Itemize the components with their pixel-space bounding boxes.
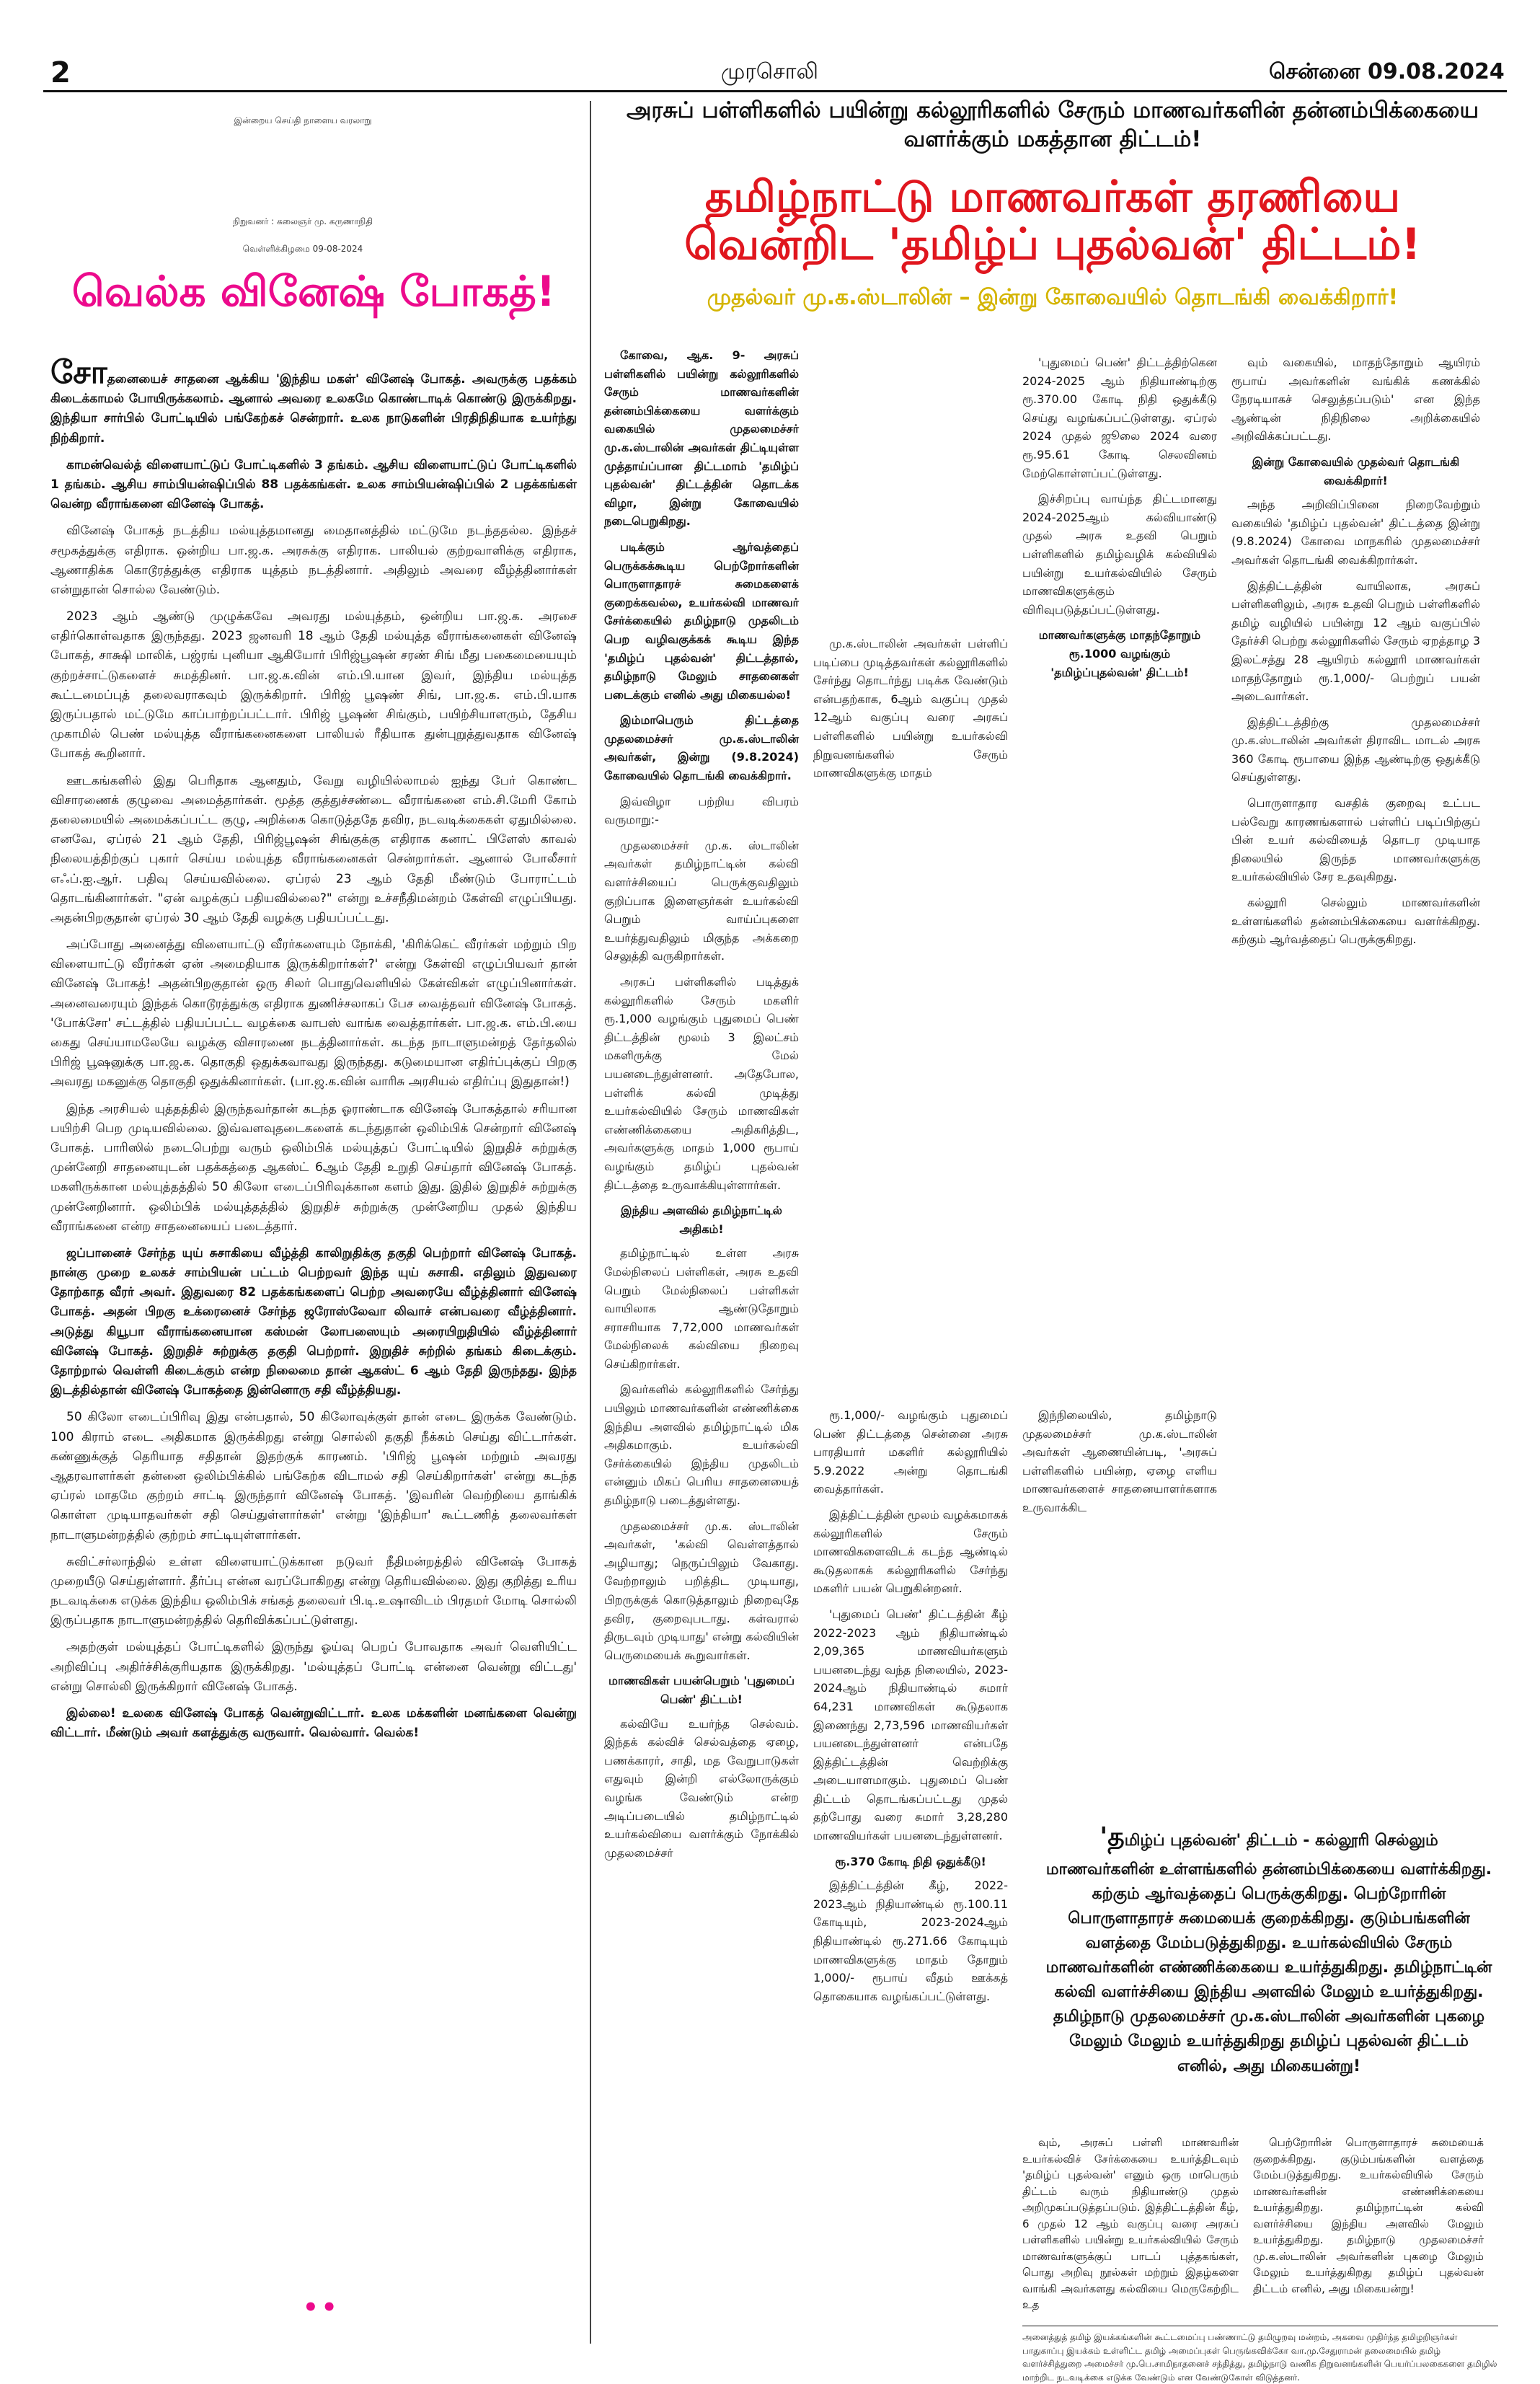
- story-c1-p7: தமிழ்நாட்டில் உள்ள அரசு மேல்நிலைப் பள்ளிகள், அரசு உதவி பெறும் மேல்நிலைப் பள்ளிகள் வாயிலாக ஆண்டுதோறும் சராசரியாக 7,72,000 மாணவர்கள் மேல்நிலைக் கல்வியை நிறைவு செய்கிறார்கள்.: [604, 1246, 799, 1371]
- story-column-2-top: [813, 635, 1008, 790]
- story-c3-subhead: மாணவர்களுக்கு மாதந்தோறும் ரூ.1000 வழங்கும் 'தமிழ்ப்புதல்வன்' திட்டம்!: [1038, 628, 1201, 679]
- main-kicker: அரசுப் பள்ளிகளில் பயின்று கல்லூரிகளில் சேரும் மாணவர்களின் தன்னம்பிக்கையை வளர்க்கும் மகத்தான திட்டம்!: [626, 97, 1479, 152]
- story-c1-p9: முதலமைச்சர் மு.க. ஸ்டாலின் அவர்கள், 'கல்வி வெள்ளத்தால் அழியாது; நெருப்பிலும் வேகாது. வேற்றாலும் பறித்திட முடியாது, பிறருக்குக் கொடுத்தாலும் நிறைவுதே தவிர, குறைவுபடாது. கள்வரால் திருடவும் முடியாது' என்று கல்வியின் பெருமையைக் கூறுவார்கள்.: [604, 1519, 799, 1662]
- story-column-3-bottom: [1022, 1406, 1217, 1524]
- story-c1-p4: இவ்விழா பற்றிய விபரம் வருமாறு:-: [604, 794, 799, 827]
- story-c4-p4: இத்திட்டத்திற்கு முதலமைச்சர் மு.க.ஸ்டாலின் அவர்கள் திராவிட மாடல் அரசு 360 கோடி ரூபாயை இந்த ஆண்டிற்கு ஒதுக்கீடு செய்துள்ளது.: [1231, 715, 1480, 785]
- main-headline: தமிழ்நாட்டு மாணவர்கள் தரணியை வென்றிட 'தமிழ்ப் புதல்வன்' திட்டம்!: [684, 172, 1421, 270]
- editorial-dateline: வெள்ளிக்கிழமை 09-08-2024: [242, 244, 363, 254]
- story-c2-p4: 'புதுமைப் பெண்' திட்டத்தின் கீழ் 2022-2023 ஆம் நிதியாண்டில் 2,09,365 மாணவியர்களும் பயனடைந்து வந்த நிலையில், 2023-2024ஆம் நிதியாண்டில் சுமார் 64,231 மாணவிகள் கூடுதலாக இணைந்து 2,73,596 மாணவியர்கள் பயனடைந்துள்ளனர் என்பதே இத்திட்டத்தின் வெற்றிக்கு அடையாளமாகும். புதுமைப் பெண் திட்டம் தொடங்கப்பட்டது முதல் தற்போது வரை சுமார் 3,28,280 மாணவியர்கள் பயனடைந்துள்ளனர்.: [813, 1607, 1008, 1843]
- editorial-para-3: வினேஷ் போகத் நடத்திய மல்யுத்தமானது மைதானத்தில் மட்டுமே நடந்ததல்ல. இந்தச் சமூகத்துக்கு எதிராக. ஒன்றிய பா.ஜ.க. அரசுக்கு எதிராக. பாலியல் குற்றவாளிக்கு எதிராக, ஆணாதிக்க கொடூரத்துக்கு எதிராக யுத்தம் நடத்தினார். அதிலும் அவரை வீழ்த்தினார்கள் என்றுதான் சொல்ல வேண்டும்.: [50, 524, 577, 597]
- story-column-1: [604, 346, 799, 1869]
- story-c3-end: வும், அரசுப் பள்ளி மாணவரின் உயர்கல்விச் சேர்க்கையை உயர்த்திடவும் 'தமிழ்ப் புதல்வன்' எனும் ஒரு மாபெரும் திட்டம் வரும் நிதியாண்டு முதல் அறிமுகப்படுத்தப்படும். இத்திட்டத்தின் கீழ், 6 முதல் 12 ஆம் வகுப்பு வரை அரசுப் பள்ளிகளில் பயின்று உயர்கல்வியில் சேரும் மாணவர்களுக்குப் பாடப் புத்தகங்கள், பொது அறிவு நூல்கள் மற்றும் இதழ்களை வாங்கி அவர்களது கல்வியை மெருகேற்றிட உத: [1022, 2136, 1239, 2311]
- story-c3-p3: இந்நிலையில், தமிழ்நாடு முதலமைச்சர் மு.க.ஸ்டாலின் அவர்கள் ஆணையின்படி, 'அரசுப் பள்ளிகளில் பயின்ற, ஏழை எளிய மாணவர்களைச் சாதனையாளர்களாக உருவாக்கிட: [1022, 1408, 1217, 1514]
- history-line: இன்றைய செய்தி நாளைய வரலாறு: [234, 115, 372, 125]
- story-c3-p1: 'புதுமைப் பெண்' திட்டத்திற்கென 2024-2025 ஆம் நிதியாண்டிற்கு ரூ.370.00 கோடி நிதி ஒதுக்கீடு செய்து வழங்கப்பட்டுள்ளது. ஏப்ரல் 2024 முதல் ஜூலை 2024 வரை ரூ.95.61 கோடி செலவினம் மேற்கொள்ளப்பட்டுள்ளது.: [1022, 356, 1217, 480]
- editorial-para-10: சுவிட்சர்லாந்தில் உள்ள விளையாட்டுக்கான நடுவர் நீதிமன்றத்தில் வினேஷ் போகத் முறையீடு செய்துள்ளார். தீர்ப்பு என்ன வரப்போகிறது என்று தெரியவில்லை. இது குறித்து உரிய நடவடிக்கை எடுக்க இந்திய ஒலிம்பிக் சங்கத் தலைவர் பி.டி.உஷாவிடம் பிரதமர் மோடி சொல்லி இருப்பதாக நாடாளுமன்றத்தில் தெரிவிக்கப்பட்டுள்ளது.: [50, 1554, 577, 1628]
- editorial-para-9: 50 கிலோ எடைப்பிரிவு இது என்பதால், 50 கிலோவுக்குள் தான் எடை இருக்க வேண்டும். 100 கிராம் எடை அதிகமாக இருக்கிறது என்று சொல்லி தகுதி நீக்கம் செய்து விட்டார்கள். கண்ணுக்குத் தெரியாத சதிதான் இதற்குக் காரணம். 'பிரிஜ் பூஷன் மற்றும் அவரது ஆதரவாளர்கள் தன்னை ஒலிம்பிக்கில் பங்கேற்க விடாமல் சதி செய்கிறார்கள்' என்று கடந்த ஏப்ரல் மாதமே குற்றம் சாட்டி இருந்தார் வினேஷ் போகத். 'இவரின் வெற்றியை தாங்கிக் கொள்ள முடியாதவர்கள் சதி செய்துள்ளார்கள்' என்று 'இந்தியா' கூட்டணித் தலைவர்கள் நாடாளுமன்றத்தில் குற்றம் சாட்டியுள்ளார்கள்.: [50, 1410, 577, 1542]
- story-c4-p6: கல்லூரி செல்லும் மாணவர்களின் உள்ளங்களில் தன்னம்பிக்கையை வளர்க்கிறது. கற்கும் ஆர்வத்தைப் பெருக்குகிறது.: [1231, 896, 1480, 947]
- footnote: அனைத்துத் தமிழ் இயக்கங்களின் கூட்டமைப்பு பண்ணாட்டு தமிழுறவு மன்றம், அகவை முதிர்ந்த தமிழறிஞர்கள் பாதுகாப்பு இயக்கம் உள்ளிட்ட தமிழ் அமைப்புகள் பெருங்கவிக்கோ வா.மு.சேதுராமன் தலைமையில் தமிழ் வளர்ச்சித்துறை அமைச்சர் மு.பெ.சாமிநாதனைச் சந்தித்து, தமிழ்நாடு வணிக நிறுவனங்களின் பெயர்ப்பலகைகளை தமிழில் மாற்றிட நடவடிக்கை எடுக்க வேண்டும் என வேண்டுகோள் விடுத்தனர்.: [1022, 2332, 1497, 2383]
- story-c1-p3: இம்மாபெரும் திட்டத்தை முதலமைச்சர் மு.க.ஸ்டாலின் அவர்கள், இன்று (9.8.2024) கோவையில் தொடங்கி வைக்கிறார்.: [604, 713, 799, 783]
- story-c4-p1: வும் வகையில், மாதந்தோறும் ஆயிரம் ரூபாய் அவர்களின் வங்கிக் கணக்கில் நேரடியாகச் செலுத்தப்படும்' என இந்த ஆண்டின் நிதிநிலை அறிக்கையில் அறிவிக்கப்பட்டது.: [1231, 356, 1480, 443]
- story-c2-p2: ரூ.1,000/- வழங்கும் புதுமைப் பெண் திட்டத்தை சென்னை அரசு பாரதியார் மகளிர் கல்லூரியில் 5.9.2022 அன்று தொடங்கி வைத்தார்கள்.: [813, 1408, 1008, 1496]
- story-c1-subhead-2: மாணவிகள் பயன்பெறும் 'புதுமைப் பெண்' திட்டம்!: [609, 1674, 795, 1706]
- editorial-title: வெல்க வினேஷ் போகத்!: [71, 267, 556, 316]
- drop-cap: சோ: [50, 354, 107, 391]
- story-c4-end: பெற்றோரின் பொருளாதாரச் சுமையைக் குறைக்கிறது. குடும்பங்களின் வளத்தை மேம்படுத்துகிறது. உயர்கல்வியில் சேரும் மாணவர்களின் எண்ணிக்கையை உயர்த்துகிறது. தமிழ்நாட்டின் கல்வி வளர்ச்சியை இந்திய அளவில் மேலும் உயர்த்துகிறது. தமிழ்நாடு முதலமைச்சர் மு.க.ஸ்டாலின் அவர்களின் புகழை மேலும் மேலும் உயர்த்துகிறது தமிழ்ப் புதல்வன் திட்டம் எனில், அது மிகையன்று!: [1253, 2136, 1484, 2295]
- editorial-para-7: இந்த அரசியல் யுத்தத்தில் இருந்தவர்தான் கடந்த ஓராண்டாக வினேஷ் போகத்தால் சரியான பயிற்சி பெற முடியவில்லை. இவ்வளவுதடைகளைக் கடந்துதான் ஒலிம்பிக் சென்றார் வினேஷ் போகத். பாரிஸில் நடைபெற்று வரும் ஒலிம்பிக் மல்யுத்தப் போட்டியில் இறுதிச் சுற்றுக்கு முன்னேறி சாதனையுடன் பதக்கத்தை ஆகஸ்ட் 6ஆம் தேதி உறுதி செய்தார் வினேஷ் போகத். மகளிருக்கான மல்யுத்தத்தில் 50 கிலோ எடைப்பிரிவுக்கான களம் இது. இதில் இறுதிச் சுற்றுக்கு முன்னேறினார். ஒலிம்பிக் மல்யுத்தத்தில் இறுதிச் சுற்றுக்கு முன்னேறிய முதல் இந்திய வீராங்கனை என்ற சாதனையைப் படைத்தார்.: [50, 1101, 577, 1234]
- main-deck: முதல்வர் மு.க.ஸ்டாலின் – இன்று கோவையில் தொடங்கி வைக்கிறார்!: [707, 285, 1399, 310]
- editorial-end-dots: ••: [303, 2293, 340, 2322]
- story-c2-subhead: ரூ.370 கோடி நிதி ஒதுக்கீடு!: [835, 1854, 986, 1868]
- story-c2-p1: மு.க.ஸ்டாலின் அவர்கள் பள்ளிப் படிப்பை முடித்தவர்கள் கல்லூரிகளில் சேர்ந்து தொடர்ந்து படிக்க வேண்டும் என்பதற்காக, 6ஆம் வகுப்பு முதல் 12ஆம் வகுப்பு வரை அரசுப் பள்ளிகளில் பயின்று உயர்கல்வி நிறுவனங்களில் சேரும் மாணவிகளுக்கு மாதம்: [813, 637, 1008, 780]
- story-column-4-end: [1253, 2134, 1484, 2304]
- story-c1-p5: முதலமைச்சர் மு.க. ஸ்டாலின் அவர்கள் தமிழ்நாட்டின் கல்வி வளர்ச்சியைப் பெருக்குவதிலும் குறிப்பாக இளைஞர்கள் உயர்கல்வி பெறும் வாய்ப்புகளை உயர்த்துவதிலும் மிகுந்த அக்கறை செலுத்தி வருகிறார்கள்.: [604, 838, 799, 963]
- story-c1-p6: அரசுப் பள்ளிகளில் படித்துக் கல்லூரிகளில் சேரும் மகளிர் ரூ.1,000 வழங்கும் புதுமைப் பெண் திட்டத்தின் மூலம் 3 இலட்சம் மகளிருக்கு மேல் பயனடைந்துள்ளனர். அதேபோல, பள்ளிக் கல்வி முடித்து உயர்கல்வியில் சேரும் மாணவிகள் எண்ணிக்கையை அதிகரித்திட, அவர்களுக்கு மாதம் 1,000 ரூபாய் வழங்கும் தமிழ்ப் புதல்வன் திட்டத்தை உருவாக்கியுள்ளார்கள்.: [604, 975, 799, 1192]
- story-c4-p3: இத்திட்டத்தின் வாயிலாக, அரசுப் பள்ளிகளிலும், அரசு உதவி பெறும் பள்ளிகளில் தமிழ் வழியில் பயின்று 12 ஆம் வகுப்பில் தேர்ச்சி பெற்று கல்லூரிகளில் சேரும் ஏறத்தாழ 3 இலட்சத்து 28 ஆயிரம் கல்லூரி மாணவர்கள் மாதந்தோறும் ரூ.1,000/- பெற்றுப் பயன் அடைவார்கள்.: [1231, 578, 1480, 704]
- pull-quote: [1045, 1817, 1492, 2079]
- pull-quote-drop: 'த: [1099, 1822, 1125, 1852]
- story-c2-p5: இத்திட்டத்தின் கீழ், 2022-2023ஆம் நிதியாண்டில் ரூ.100.11 கோடியும், 2023-2024ஆம் நிதியாண்டில் ரூ.271.66 கோடியும் மாணவிகளுக்கு மாதம் தோறும் 1,000/- ரூபாய் வீதம் ஊக்கத் தொகையாக வழங்கப்பட்டுள்ளது.: [813, 1878, 1008, 2003]
- story-c1-p1: கோவை, ஆக. 9- அரசுப் பள்ளிகளில் பயின்று கல்லூரிகளில் சேரும் மாணவர்களின் தன்னம்பிக்கையை வளர்க்கும் வகையில் முதலமைச்சர் மு.க.ஸ்டாலின் அவர்கள் திட்டியுள்ள முத்தாய்ப்பான திட்டமாம் 'தமிழ்ப் புதல்வன்' திட்டத்தின் தொடக்க விழா, இன்று கோவையில் நடைபெறுகிறது.: [604, 348, 799, 529]
- story-column-3-top: [1022, 353, 1217, 687]
- editorial-body: [50, 354, 577, 1750]
- story-c1-p2: படிக்கும் ஆர்வத்தைப் பெருக்கக்கூடிய பெற்றோர்களின் பொருளாதாரச் சுமைகளைக் குறைக்கவல்ல, உயர்கல்வி மாணவர் சேர்க்கையில் தமிழ்நாடு முதலிடம் பெற வழிவகுக்கக் கூடிய இந்த 'தமிழ்ப் புதல்வன்' திட்டத்தால், தமிழ்நாடு மேலும் சாதனைகள் படைக்கும் எனில் அது மிகையல்ல!: [604, 539, 799, 702]
- editorial-para-12: இல்லை! உலகை வினேஷ் போகத் வென்றுவிட்டார். உலக மக்களின் மனங்களை வென்று விட்டார். மீண்டும் அவர் களத்துக்கு வருவார். வெல்வார். வெல்க!: [50, 1706, 577, 1741]
- story-c4-p2: அந்த அறிவிப்பினை நிறைவேற்றும் வகையில் 'தமிழ்ப் புதல்வன்' திட்டத்தை இன்று (9.8.2024) கோவை மாநகரில் முதலமைச்சர் அவர்கள் தொடங்கி வைக்கிறார்கள்.: [1231, 498, 1480, 567]
- story-c4-p5: பொருளாதார வசதிக் குறைவு உட்பட பல்வேறு காரணங்களால் பள்ளிப் படிப்பிற்குப் பின் உயர் கல்வியைத் தொடர முடியாத நிலையில் இருந்த மாணவர்களுக்கு உயர்கல்வியில் சேர உதவுகிறது.: [1231, 796, 1480, 884]
- editorial-para-5: ஊடகங்களில் இது பெரிதாக ஆனதும், வேறு வழியில்லாமல் ஐந்து பேர் கொண்ட விசாரணைக் குழுவை அமைத்தார்கள். மூத்த குத்துச்சண்டை வீராங்கனை எம்.சி.மேரி கோம் தலைமையில் அமைக்கப்பட்ட குழு, அறிக்கை கொடுத்ததே தவிர, நடவடிக்கைகள் ஏதுமில்லை. எனவே, ஏப்ரல் 21 ஆம் தேதி, பிரிஜ்பூஷன் சிங்குக்கு எதிராக கனாட் பிளேஸ் காவல் நிலையத்திற்குப் புகார் செய்ய மல்யுத்த வீராங்கனைகள் சென்றார்கள். ஆனால் போலீசார் எஃப்.ஐ.ஆர். பதிவு செய்யவில்லை. ஏப்ரல் 23 ஆம் தேதி மீண்டும் போராட்டம் தொடங்கினார்கள். "ஏன் வழக்குப் பதியவில்லை?" என்று உச்சநீதிமன்றம் கேள்வி எழுப்பியது. அதன்பிறகுதான் ஏப்ரல் 30 ஆம் தேதி வழக்கு பதியப்பட்டது.: [50, 773, 577, 925]
- story-c1-p8: இவர்களில் கல்லூரிகளில் சேர்ந்து பயிலும் மாணவர்களின் எண்ணிக்கை இந்திய அளவில் தமிழ்நாட்டில் மிக அதிகமாகும். உயர்கல்வி சேர்க்கையில் இந்திய முதலிடம் என்னும் மிகப் பெரிய சாதனையைத் தமிழ்நாடு படைத்துள்ளது.: [604, 1382, 799, 1508]
- story-c1-p10: கல்வியே உயர்ந்த செல்வம். இந்தக் கல்விச் செல்வத்தை ஏழை, பணக்காரர், சாதி, மத வேறுபாடுகள் எதுவும் இன்றி எல்லோருக்கும் வழங்க வேண்டும் என்ற அடிப்படையில் தமிழ்நாட்டில் உயர்கல்வியை வளர்க்கும் நோக்கில் முதலமைச்சர்: [604, 1716, 799, 1860]
- founder-line: நிறுவனர் : கலைஞர் மு. கருணாநிதி: [232, 216, 373, 226]
- editorial-para-11: அதற்குள் மல்யுத்தப் போட்டிகளில் இருந்து ஓய்வு பெறப் போவதாக அவர் வெளியிட்ட அறிவிப்பு அதிர்ச்சிக்குரியதாக இருக்கிறது. 'மல்யுத்தப் போட்டி என்னை வென்று விட்டது' என்று சொல்லி இருக்கிறார் வினேஷ் போகத்.: [50, 1640, 577, 1694]
- story-c2-p3: இத்திட்டத்தின் மூலம் வழக்கமாகக் கல்லூரிகளில் சேரும் மாணவிகளைவிடக் கடந்த ஆண்டில் கூடுதலாகக் கல்லூரிகளில் சேர்ந்து மகளிர் பயன் பெறுகின்றனர்.: [813, 1507, 1009, 1596]
- story-c4-subhead: இன்று கோவையில் முதல்வர் தொடங்கி வைக்கிறார்!: [1252, 454, 1460, 487]
- issue-date: சென்னை 09.08.2024: [1269, 59, 1505, 84]
- pull-quote-text: மிழ்ப் புதல்வன்' திட்டம் - கல்லூரி செல்லும் மாணவர்களின் உள்ளங்களில் தன்னம்பிக்கையை வளர்க்கிறது. கற்கும் ஆர்வத்தைப் பெருக்குகிறது. பெற்றோரின் பொருளாதாரச் சுமையைக் குறைக்கிறது. குடும்பங்களின் வளத்தை மேம்படுத்துகிறது. உயர்கல்வியில் சேரும் மாணவர்களின் எண்ணிக்கையை உயர்த்துகிறது. தமிழ்நாட்டின் கல்வி வளர்ச்சியை இந்திய அளவில் மேலும் உயர்த்துகிறது. தமிழ்நாடு முதலமைச்சர் மு.க.ஸ்டாலின் அவர்களின் புகழை மேலும் மேலும் உயர்த்துகிறது தமிழ்ப் புதல்வன் திட்டம் எனில், அது மிகையன்று!: [1045, 1832, 1492, 2075]
- editorial-para-1: சோதனையைச் சாதனை ஆக்கிய 'இந்திய மகள்' வினேஷ் போகத். அவருக்கு பதக்கம் கிடைக்காமல் போயிருக்கலாம். ஆனால் அவரை உலகமே கொண்டாடிக் கொண்டு இருக்கிறது. இந்தியா சார்பில் போட்டியில் பங்கேற்கச் சென்றார். உலக நாடுகளின் பிரதிநிதியாக உயர்ந்து நிற்கிறார்.: [50, 354, 577, 446]
- page-number: 2: [50, 56, 71, 89]
- story-c3-p2: இச்சிறப்பு வாய்ந்த திட்டமானது 2024-2025ஆம் கல்வியாண்டு முதல் அரசு உதவி பெறும் பள்ளிகளில் தமிழ்வழிக் கல்வியில் பயின்று உயர்கல்வியில் சேரும் மாணவிகளுக்கும் விரிவுபடுத்தப்பட்டுள்ளது.: [1022, 492, 1217, 617]
- editorial-para-2: காமன்வெல்த் விளையாட்டுப் போட்டிகளில் 3 தங்கம். ஆசிய விளையாட்டுப் போட்டிகளில் 1 தங்கம். ஆசிய சாம்பியன்ஷிப்பில் 88 பதக்கங்கள். உலக சாம்பியன்ஷிப்பில் 2 பதக்கங்கள் வென்ற வீராங்கனை வினேஷ் போகத்.: [50, 457, 577, 512]
- story-column-4: [1231, 353, 1480, 956]
- masthead: முரசொலி: [721, 59, 818, 84]
- story-column-2-bottom: [813, 1406, 1008, 2013]
- story-c1-subhead-1: இந்திய அளவில் தமிழ்நாட்டில் அதிகம்!: [621, 1204, 782, 1236]
- editorial-para-8: ஜப்பானைச் சேர்ந்த யுய் சுசாகியை வீழ்த்தி காலிறுதிக்கு தகுதி பெற்றார் வினேஷ் போகத். நான்கு முறை உலகச் சாம்பியன் பட்டம் பெற்றவர் இந்த யுய் சுசாகி. எதிலும் இதுவரை தோற்காத வீரர் அவர். இதுவரை 82 பதக்கங்களைப் பெற்ற அவரையே வீழ்த்தினார் வினேஷ் போகத். அதன் பிறகு உக்ரைனைச் சேர்ந்த ஜரோஸ்லேவா லிவாச் என்பவரை வீழ்த்தினார். அடுத்து கியூபா வீராங்கனையான கஸ்மன் லோபஸையும் அரையிறுதியில் வீழ்த்தினார் வினேஷ் போகத். இறுதிச் சுற்றுக்கு தகுதி பெற்றார். இறுதிச் சுற்றில் தங்கம் கிடைக்கும். தோற்றால் வெள்ளி கிடைக்கும் என்ற நிலைமை தான் ஆகஸ்ட் 6 ஆம் தேதி இருந்தது. இந்த இடத்தில்தான் வினேஷ் போகத்தை இன்னொரு சதி வீழ்த்தியது.: [50, 1245, 577, 1398]
- story-column-3-end: [1022, 2134, 1239, 2321]
- editorial-para-4: 2023 ஆம் ஆண்டு முழுக்கவே அவரது மல்யுத்தம், ஒன்றிய பா.ஜ.க. அரசை எதிர்கொள்வதாக இருந்தது. 2023 ஜனவரி 18 ஆம் தேதி மல்யுத்த வீராங்கனைகள் வினேஷ் போகத், சாக்ஷி மாலிக், பஜ்ரங் புனியா ஆகியோர் பிரிஜ்பூஷன் சரண் சிங் மீது பகைமையையும் குற்றச்சாட்டுகளைச் சுமத்தினர். பா.ஜ.க.வின் எம்.பி.யான இவர், இந்திய மல்யுத்த கூட்டமைப்புத் தலைவராகவும் இருக்கிறார். பிரிஜ் பூஷண் சிங், பா.ஜ.க. எம்.பி.யாக இருப்பதால் மட்டுமே காப்பாற்றப்பட்டார். பிரிஜ் பூஷண் சிங்கும், பயிற்சியாளரும், தேசிய முகாமில் பெண் மல்யுத்த வீராங்கனைகளை பாலியல் ரீதியாக துன்புறுத்துவதாக வினேஷ் போகத் கூறினார்.: [50, 609, 577, 761]
- column-divider: [590, 101, 591, 2344]
- header-rule: [43, 90, 1507, 92]
- editorial-para-6: அப்போது அனைத்து விளையாட்டு வீரர்களையும் நோக்கி, 'கிரிக்கெட் வீரர்கள் மற்றும் பிற விளையாட்டு வீரர்கள் ஏன் அமைதியாக இருக்கிறார்கள்?' என்று கேள்வி எழுப்பியவர் தான் வினேஷ் போகத்! அதன்பிறகுதான் ஒரு சிலர் பொதுவெளியில் கேள்விகள் எழுப்பினார்கள். அனைவரையும் இந்தக் கொடூரத்துக்கு எதிராக துணிச்சலாகப் பேச வைத்தவர் வினேஷ் போகத். 'போக்சோ' சட்டத்தில் பதியப்பட்ட வழக்கை வாபஸ் வாங்க வைத்தார்கள். பா.ஜ.க. எம்.பி.யை கைது செய்யாமலேயே வழக்கு விசாரணை நடத்தினார்கள். கடந்த நாடாளுமன்றத் தேர்தலில் பிரிஜ் பூஷனுக்கு பா.ஜ.க. தொகுதி ஒதுக்கவாவது இருந்தது. கடுமையான எதிர்ப்புக்குப் பிறகு அவரது மகனுக்கு தொகுதி ஒதுக்கினார்கள். (பா.ஜ.க.வின் வாரிசு அரசியல் எதிர்ப்பு இதுதான்!): [50, 937, 577, 1090]
